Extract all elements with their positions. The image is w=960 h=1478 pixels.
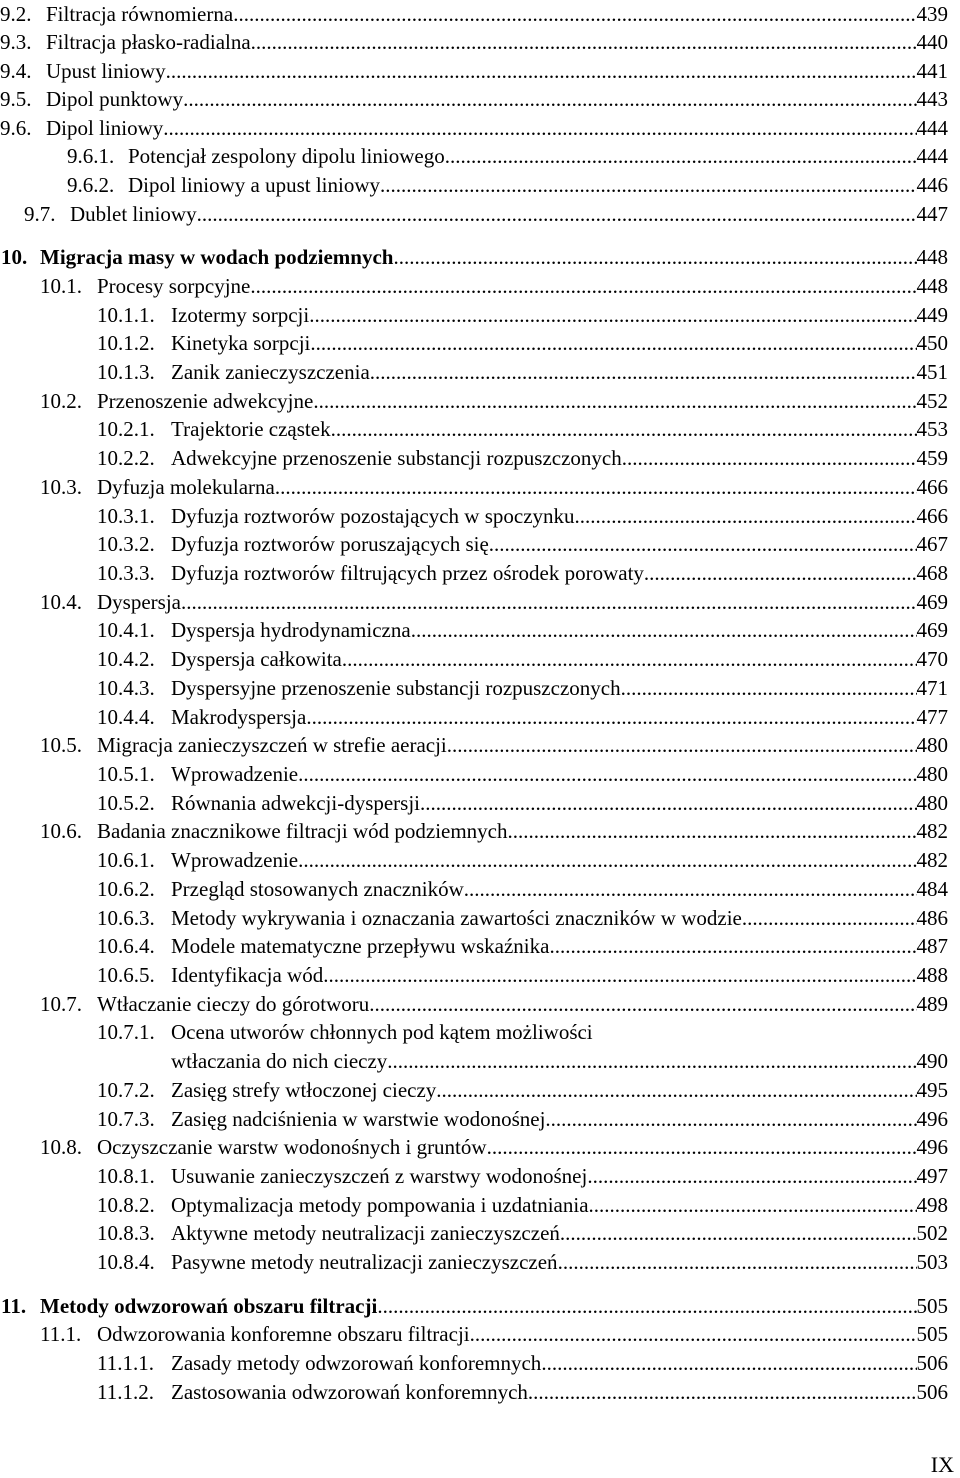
toc-entry — [0, 847, 960, 873]
toc-entry-title: Kinetyka sorpcji — [171, 331, 311, 355]
toc-entry — [0, 1019, 960, 1045]
toc-entry-title: Przenoszenie adwekcyjne — [97, 389, 314, 413]
toc-entry-page: 482 — [916, 819, 948, 843]
toc-chapter-entry — [0, 1293, 960, 1319]
toc-entry-title: Wtłaczanie cieczy do górotworu — [97, 992, 370, 1016]
toc-entry-page: 471 — [916, 676, 948, 700]
toc-entry-number: 10.4.3. — [97, 676, 155, 700]
toc-entry-title: Dyspersja całkowita — [171, 647, 342, 671]
page-folio: IX — [930, 1452, 954, 1477]
toc-entry-page: 488 — [916, 963, 948, 987]
toc-entry-title: Dublet liniowy — [70, 202, 197, 226]
toc-entry-number: 10.3. — [40, 475, 82, 499]
toc-entry-page: 502 — [916, 1221, 948, 1245]
toc-entry-title: Migracja zanieczyszczeń w strefie aeracji — [97, 733, 447, 757]
toc-entry-number: 10.3.1. — [97, 504, 155, 528]
toc-entry-number: 10.6.5. — [97, 963, 155, 987]
toc-entry — [0, 503, 960, 529]
toc-entry-number: 10.8. — [40, 1135, 82, 1159]
toc-entry — [0, 359, 960, 385]
toc-entry-title: wtłaczania do nich cieczy — [171, 1049, 388, 1073]
toc-entry-number: 10.8.2. — [97, 1193, 155, 1217]
toc-entry-page: 440 — [916, 30, 948, 54]
toc-entry — [0, 1077, 960, 1103]
toc-entry-title: Wprowadzenie — [171, 762, 299, 786]
toc-entry-title: Dyspersja — [97, 590, 181, 614]
toc-entry-title: Optymalizacja metody pompowania i uzdatniania — [171, 1193, 589, 1217]
toc-entry-number: 11. — [1, 1294, 27, 1318]
toc-entry-number: 10.4. — [40, 590, 82, 614]
toc-entry-title: Aktywne metody neutralizacji zanieczyszczeń — [171, 1221, 560, 1245]
toc-entry-page: 497 — [916, 1164, 948, 1188]
toc-entry-page: 446 — [916, 173, 948, 197]
toc-entry-page: 489 — [916, 992, 948, 1016]
toc-entry-page: 498 — [916, 1193, 948, 1217]
toc-entry — [0, 330, 960, 356]
toc-chapter-entry — [0, 244, 960, 270]
toc-entry-title: Adwekcyjne przenoszenie substancji rozpuszczonych — [171, 446, 622, 470]
toc-entry — [0, 1163, 960, 1189]
toc-entry — [0, 445, 960, 471]
toc-entry-title: Trajektorie cząstek — [171, 417, 331, 441]
toc-entry — [0, 646, 960, 672]
toc-entry-page: 490 — [916, 1049, 948, 1073]
toc-entry-title: Dipol liniowy a upust liniowy — [128, 173, 380, 197]
toc-entry-number: 11.1.1. — [97, 1351, 154, 1375]
toc-entry-page: 439 — [916, 2, 948, 26]
toc-entry-title: Odwzorowania konforemne obszaru filtracji — [97, 1322, 470, 1346]
toc-entry-page: 484 — [916, 877, 948, 901]
toc-entry-title: Upust liniowy — [46, 59, 166, 83]
toc-entry — [0, 115, 960, 141]
toc-entry — [0, 1379, 960, 1405]
toc-entry-number: 10.4.1. — [97, 618, 155, 642]
toc-entry-title: Przegląd stosowanych znaczników — [171, 877, 464, 901]
toc-entry-title: Dyfuzja roztworów filtrujących przez ośrodek porowaty — [171, 561, 644, 585]
toc-entry-page: 469 — [916, 590, 948, 614]
toc-entry-number: 9.6.2. — [67, 173, 115, 197]
toc-entry-title: Zasięg strefy wtłoczonej cieczy — [171, 1078, 437, 1102]
toc-entry-page: 495 — [916, 1078, 948, 1102]
toc-entry-page: 453 — [916, 417, 948, 441]
toc-entry-page: 503 — [916, 1250, 948, 1274]
toc-entry-title: Usuwanie zanieczyszczeń z warstwy wodonośnej — [171, 1164, 588, 1188]
toc-entry-number: 10.6.1. — [97, 848, 155, 872]
toc-entry-number: 10.5.2. — [97, 791, 155, 815]
toc-entry-page: 496 — [916, 1107, 948, 1131]
toc-entry-page: 447 — [916, 202, 948, 226]
toc-entry-title: Dyfuzja roztworów pozostających w spoczynku — [171, 504, 575, 528]
toc-entry-number: 9.3. — [0, 30, 32, 54]
toc-entry-number: 10.8.4. — [97, 1250, 155, 1274]
toc-entry — [0, 29, 960, 55]
toc-entry-title: Metody odwzorowań obszaru filtracji — [40, 1294, 378, 1318]
toc-entry-title: Dyfuzja molekularna — [97, 475, 275, 499]
toc-entry-page: 477 — [916, 705, 948, 729]
toc-entry-title: Oczyszczanie warstw wodonośnych i gruntów — [97, 1135, 487, 1159]
toc-entry — [0, 58, 960, 84]
toc-entry-title: Zanik zanieczyszczenia — [171, 360, 370, 384]
toc-entry-number: 11.1.2. — [97, 1380, 154, 1404]
toc-entry — [0, 474, 960, 500]
toc-entry-number: 11.1. — [40, 1322, 82, 1346]
toc-entry-number: 10.6.3. — [97, 906, 155, 930]
toc-entry-number: 9.6.1. — [67, 144, 115, 168]
toc-entry-title: Dyspersyjne przenoszenie substancji rozpuszczonych — [171, 676, 621, 700]
toc-entry — [0, 201, 960, 227]
toc-entry-continuation — [0, 1048, 960, 1074]
toc-entry-page: 487 — [916, 934, 948, 958]
toc-entry — [0, 732, 960, 758]
toc-entry — [0, 1134, 960, 1160]
toc-entry-page: 468 — [916, 561, 948, 585]
toc-entry-title: Zasięg nadciśnienia w warstwie wodonośnej — [171, 1107, 546, 1131]
toc-entry-page: 480 — [916, 762, 948, 786]
toc-entry — [0, 675, 960, 701]
toc-entry-page: 452 — [916, 389, 948, 413]
toc-entry — [0, 933, 960, 959]
toc-entry — [0, 388, 960, 414]
toc-entry-number: 10.4.2. — [97, 647, 155, 671]
toc-entry-page: 466 — [916, 504, 948, 528]
toc-entry-number: 9.6. — [0, 116, 32, 140]
toc-entry — [0, 617, 960, 643]
toc-entry-number: 10.8.3. — [97, 1221, 155, 1245]
toc-entry-title: Ocena utworów chłonnych pod kątem możliwości — [171, 1020, 593, 1044]
toc-entry — [0, 560, 960, 586]
toc-entry-title: Dyspersja hydrodynamiczna — [171, 618, 411, 642]
toc-entry-number: 9.7. — [24, 202, 56, 226]
toc-entry-title: Migracja masy w wodach podziemnych — [40, 245, 394, 269]
toc-entry-number: 10.2. — [40, 389, 82, 413]
toc-entry-title: Filtracja równomierna — [46, 2, 234, 26]
toc-entry-number: 9.5. — [0, 87, 32, 111]
toc-entry-title: Zasady metody odwzorowań konforemnych — [171, 1351, 542, 1375]
toc-entry-page: 451 — [916, 360, 948, 384]
toc-entry-page: 444 — [916, 116, 948, 140]
toc-entry-page: 450 — [916, 331, 948, 355]
toc-entry — [0, 302, 960, 328]
toc-entry-number: 10.2.1. — [97, 417, 155, 441]
toc-entry-number: 10.4.4. — [97, 705, 155, 729]
toc-entry-title: Makrodyspersja — [171, 705, 307, 729]
toc-entry-title: Pasywne metody neutralizacji zanieczyszczeń — [171, 1250, 558, 1274]
toc-entry-title: Wprowadzenie — [171, 848, 299, 872]
toc-entry-page: 466 — [916, 475, 948, 499]
toc-entry-page: 469 — [916, 618, 948, 642]
toc-entry-page: 449 — [916, 303, 948, 327]
toc-entry — [0, 1, 960, 27]
toc-entry-page: 506 — [916, 1351, 948, 1375]
toc-entry-number: 10.3.3. — [97, 561, 155, 585]
toc-entry — [0, 1106, 960, 1132]
toc-entry-page: 448 — [916, 274, 948, 298]
toc-entry-title: Izotermy sorpcji — [171, 303, 310, 327]
toc-entry-number: 10.1.2. — [97, 331, 155, 355]
toc-entry-page: 482 — [916, 848, 948, 872]
toc-entry-number: 10.7.1. — [97, 1020, 155, 1044]
toc-entry-number: 9.4. — [0, 59, 32, 83]
toc-entry-page: 505 — [916, 1294, 948, 1318]
toc-entry-page: 480 — [916, 733, 948, 757]
toc-entry-page: 496 — [916, 1135, 948, 1159]
toc-entry-number: 10.6.4. — [97, 934, 155, 958]
toc-entry-number: 10.6.2. — [97, 877, 155, 901]
toc-entry-title: Identyfikacja wód — [171, 963, 324, 987]
toc-entry-number: 10.6. — [40, 819, 82, 843]
toc-entry-page: 467 — [916, 532, 948, 556]
toc-entry-page: 470 — [916, 647, 948, 671]
toc-entry-number: 10.7.2. — [97, 1078, 155, 1102]
toc-entry-number: 10.8.1. — [97, 1164, 155, 1188]
toc-entry — [0, 818, 960, 844]
toc-entry-page: 506 — [916, 1380, 948, 1404]
toc-entry — [0, 531, 960, 557]
toc-entry-title: Badania znacznikowe filtracji wód podziemnych — [97, 819, 508, 843]
toc-entry-number: 10.3.2. — [97, 532, 155, 556]
toc-entry — [0, 1192, 960, 1218]
toc-entry-number: 9.2. — [0, 2, 32, 26]
toc-entry — [0, 1249, 960, 1275]
toc-entry-number: 10.1. — [40, 274, 82, 298]
toc-entry-page: 443 — [916, 87, 948, 111]
toc-entry — [0, 962, 960, 988]
toc-entry — [0, 790, 960, 816]
toc-entry-number: 10.5. — [40, 733, 82, 757]
toc-entry-number: 10.1.3. — [97, 360, 155, 384]
toc-entry — [0, 273, 960, 299]
toc-entry-number: 10.2.2. — [97, 446, 155, 470]
toc-entry — [0, 589, 960, 615]
toc-entry-page: 444 — [916, 144, 948, 168]
toc-entry — [0, 86, 960, 112]
toc-entry-title: Filtracja płasko-radialna — [46, 30, 251, 54]
toc-entry — [0, 876, 960, 902]
toc-entry-title: Metody wykrywania i oznaczania zawartości znaczników w wodzie — [171, 906, 742, 930]
toc-entry — [0, 143, 960, 169]
toc-entry-number: 10. — [1, 245, 28, 269]
toc-entry — [0, 1220, 960, 1246]
toc-entry-title: Równania adwekcji-dyspersji — [171, 791, 421, 815]
toc-entry-page: 459 — [916, 446, 948, 470]
toc-entry-page: 448 — [916, 245, 948, 269]
toc-entry-title: Dipol liniowy — [46, 116, 164, 140]
toc-entry-title: Dipol punktowy — [46, 87, 184, 111]
toc-entry-page: 441 — [916, 59, 948, 83]
toc-entry-number: 10.1.1. — [97, 303, 155, 327]
toc-entry-page: 505 — [916, 1322, 948, 1346]
toc-entry-title: Potencjał zespolony dipolu liniowego — [128, 144, 445, 168]
toc-entry-number: 10.5.1. — [97, 762, 155, 786]
toc-entry-page: 486 — [916, 906, 948, 930]
toc-entry — [0, 172, 960, 198]
toc-entry-title: Dyfuzja roztworów poruszających się — [171, 532, 489, 556]
toc-entry-number: 10.7. — [40, 992, 82, 1016]
toc-entry — [0, 1321, 960, 1347]
toc-entry-page: 480 — [916, 791, 948, 815]
toc-entry — [0, 416, 960, 442]
toc-entry — [0, 704, 960, 730]
toc-entry — [0, 1350, 960, 1376]
toc-entry-number: 10.7.3. — [97, 1107, 155, 1131]
toc-entry-title: Modele matematyczne przepływu wskaźnika — [171, 934, 550, 958]
toc-entry — [0, 991, 960, 1017]
toc-entry — [0, 905, 960, 931]
toc-entry — [0, 761, 960, 787]
toc-entry-title: Zastosowania odwzorowań konforemnych — [171, 1380, 528, 1404]
toc-entry-title: Procesy sorpcyjne — [97, 274, 251, 298]
